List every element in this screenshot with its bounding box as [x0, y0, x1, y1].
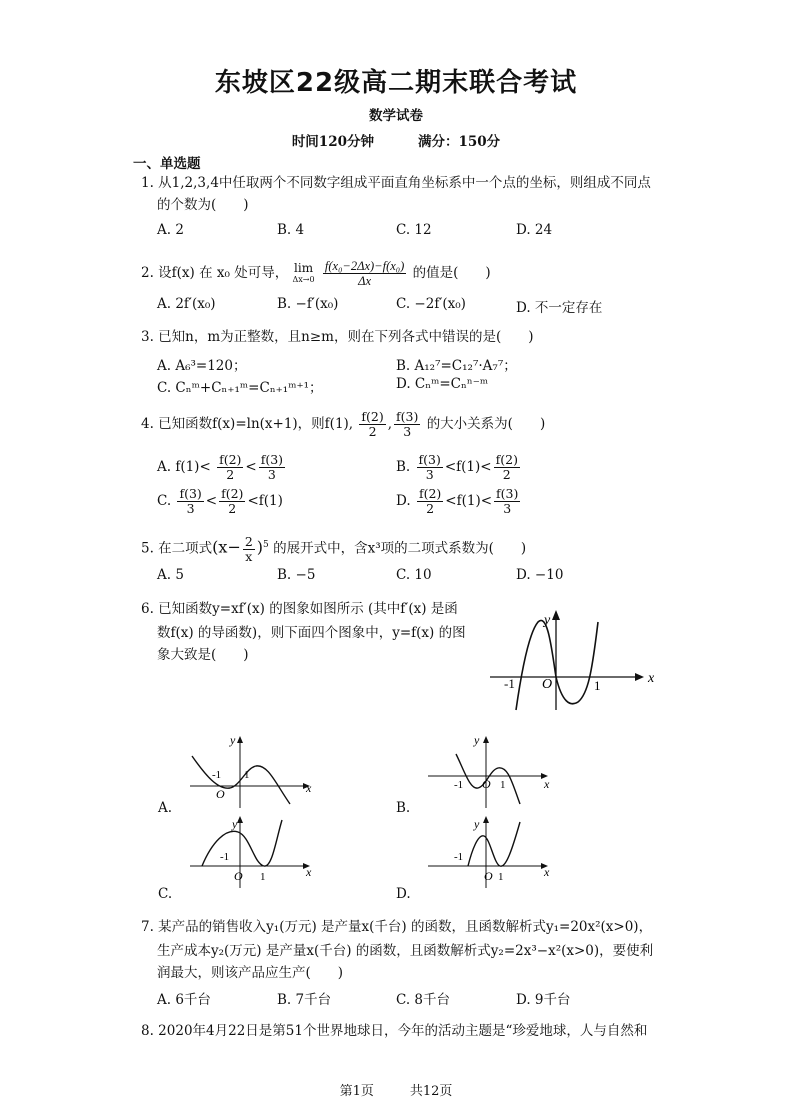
q4-a-frac2 — [259, 453, 285, 482]
q2-option-b: B. −f′(x₀) — [277, 296, 339, 312]
q5-paren-open: (x− — [212, 537, 241, 557]
q3-option-c: C. Cₙᵐ+Cₙ₊₁ᵐ=Cₙ₊₁ᵐ⁺¹； — [157, 380, 323, 396]
exam-score: 满分：150分 — [418, 134, 501, 150]
q4-c-end: <f(1) — [247, 493, 283, 509]
q4-suffix: 的大小关系为( ) — [426, 416, 546, 432]
q4-b-frac2 — [494, 453, 520, 482]
q1-line1: 1. 从1,2,3,4中任取两个不同数字组成平面直角坐标系中一个点的坐标，则组成不同点 — [141, 175, 651, 191]
q6-b-one: 1 — [500, 779, 506, 791]
q5-frac — [243, 535, 255, 564]
q4-d-n1: f(2) — [418, 486, 442, 501]
q6-d-one: 1 — [498, 871, 504, 883]
q1-option-d: D. 24 — [516, 222, 553, 238]
q4-option-a — [157, 452, 287, 482]
q6-c-one: 1 — [260, 871, 266, 883]
q6-a-origin: O — [216, 787, 225, 801]
q6-main-x-arrow — [635, 673, 644, 681]
q7-option-c: C. 8千台 — [396, 992, 451, 1008]
q3-option-b: B. A₁₂⁷=C₁₂⁷·A₇⁷； — [396, 358, 517, 374]
q5-option-c: C. 10 — [396, 567, 432, 583]
q6-b-neg-one: -1 — [454, 779, 464, 791]
q2-option-d: D. 不一定存在 — [516, 300, 603, 316]
q7-line1: 7. 某产品的销售收入y₁(万元) 是产量x(千台) 的函数，且函数解析式y₁=20x²(x>0)， — [141, 919, 653, 935]
q7-option-b: B. 7千台 — [277, 992, 332, 1008]
q4-a-lt: < — [245, 459, 257, 475]
q4-a-d1: 2 — [226, 467, 235, 482]
q4-option-d — [396, 486, 522, 516]
q2-prefix: 2. 设f(x) 在 x₀ 处可导， — [141, 265, 289, 281]
q4-option-b — [396, 452, 522, 482]
q6-graph-d — [424, 810, 558, 892]
q4-f2: f(2) — [361, 409, 384, 424]
q4-b-mid: <f(1)< — [444, 459, 492, 475]
q6-graph-a — [186, 730, 320, 810]
q4-b-d2: 2 — [502, 467, 511, 482]
q6-d-y-label: y — [474, 817, 480, 831]
q1-option-b: B. 4 — [277, 222, 305, 238]
q4-a-label: A. f(1)< — [157, 459, 211, 475]
q4-c-frac2 — [219, 487, 245, 516]
q4-d-d1: 2 — [426, 501, 435, 516]
q4-c-d1: 3 — [186, 501, 195, 516]
q2-lim-text: lim — [294, 260, 314, 275]
q4-c-frac1 — [177, 487, 203, 516]
q3-option-a: A. A₆³=120； — [157, 358, 247, 374]
q4-b-frac1 — [417, 453, 443, 482]
q6-line2: 数f(x) 的导函数)，则下面四个图象中，y=f(x) 的图 — [157, 625, 466, 641]
q6-b-x-label: x — [544, 777, 550, 791]
q4-b-d1: 3 — [425, 467, 434, 482]
q2-lim-sub: Δx→0 — [292, 274, 315, 284]
q6-main-neg-one: -1 — [504, 676, 515, 691]
q6-a-curve — [192, 756, 290, 804]
q4-frac-f2 — [359, 410, 385, 439]
q4-a-frac1 — [217, 453, 243, 482]
q6-main-one: 1 — [594, 678, 601, 693]
q4-stem: 4. 已知函数f(x)=ln(x+1)，则f(1), $\frac{f(2)}{2}$ , $\frac{f(3)}{3}$ 的大小关系为( ) — [141, 409, 546, 439]
q6-main-origin: O — [542, 677, 553, 692]
q5-exponent: 5 — [263, 540, 269, 550]
exam-title: 东坡区22级高二期末联合考试 — [214, 68, 578, 98]
q6-b-origin: O — [482, 777, 491, 791]
q6-c-curve — [202, 820, 282, 866]
q7-line2: 生产成本y₂(万元) 是产量x(千台) 的函数，且函数解析式y₂=2x³−x²(x>0)，要使利 — [157, 943, 654, 959]
q6-main-y-label: y — [544, 613, 551, 628]
page-number: 第1页 — [339, 1084, 374, 1099]
q4-d-label: D. — [396, 493, 411, 509]
q1-option-a: A. 2 — [157, 222, 184, 238]
q6-a-y-label: y — [230, 733, 236, 747]
q6-b-y-arrow — [483, 736, 489, 743]
q6-d-origin: O — [484, 869, 493, 883]
q8-line1: 8. 2020年4月22日是第51个世界地球日，今年的活动主题是“珍爱地球，人与自然和 — [141, 1023, 648, 1039]
q6-main-curve — [516, 620, 598, 710]
q4-three: 3 — [403, 424, 412, 439]
q5-prefix: 5. 在二项式 — [141, 540, 213, 557]
q6-option-c-label: C. — [158, 886, 173, 902]
q4-d-mid: <f(1)< — [445, 493, 493, 509]
q4-c-d2: 2 — [228, 501, 237, 516]
q4-d-d2: 3 — [503, 501, 512, 516]
q4-d-frac2 — [494, 487, 520, 516]
q5-den: x — [245, 548, 253, 564]
q6-d-y-arrow — [483, 816, 489, 823]
q3-option-d: D. Cₙᵐ=Cₙⁿ⁻ᵐ — [396, 376, 489, 392]
q6-line3: 象大致是( ) — [157, 647, 249, 663]
q2-option-a: A. 2f′(x₀) — [157, 296, 216, 312]
q4-f3: f(3) — [396, 409, 419, 424]
q2-suffix: 的值是( ) — [412, 265, 491, 281]
q6-a-neg-one: -1 — [212, 769, 222, 781]
q6-graph-c — [186, 810, 320, 892]
q4-option-c — [157, 486, 283, 516]
q7-option-d: D. 9千台 — [516, 992, 571, 1008]
q6-option-b-label: B. — [396, 800, 411, 816]
q6-c-x-label: x — [306, 865, 312, 879]
q2-option-c: C. −2f′(x₀) — [396, 296, 466, 312]
q5-stem — [141, 530, 526, 564]
q6-a-y-arrow — [237, 736, 243, 743]
q6-c-neg-one: -1 — [220, 851, 230, 863]
q6-d-x-label: x — [544, 865, 550, 879]
page-footer — [0, 1080, 792, 1099]
q2-limit — [293, 262, 315, 286]
q2-stem — [141, 258, 491, 288]
q6-main-x-label: x — [648, 671, 654, 686]
q4-d-n2: f(3) — [496, 486, 519, 501]
q6-main-graph — [484, 602, 654, 714]
q6-d-neg-one: -1 — [454, 851, 464, 863]
q6-line1: 6. 已知函数y=xf′(x) 的图象如图所示 (其中f′(x) 是函 — [141, 601, 458, 617]
q4-two: 2 — [368, 424, 377, 439]
q7-line3: 润最大，则该产品应生产( ) — [157, 965, 344, 981]
q6-c-y-arrow — [237, 816, 243, 823]
q4-b-n2: f(2) — [495, 452, 518, 467]
page-total: 共12页 — [409, 1084, 453, 1099]
exam-subtitle: 数学试卷 — [369, 108, 423, 124]
q4-c-n2: f(2) — [221, 486, 244, 501]
q2-denominator: Δx — [358, 274, 372, 288]
q4-b-label: B. — [396, 459, 411, 475]
q4-prefix: 4. 已知函数f(x)=ln(x+1)，则f(1), — [141, 416, 354, 432]
q4-d-frac1 — [417, 487, 443, 516]
q2-numerator: f(x₀−2Δx)−f(x₀) — [324, 259, 405, 273]
q4-c-n1: f(3) — [179, 486, 202, 501]
q4-b-n1: f(3) — [418, 452, 441, 467]
q5-option-d: D. −10 — [516, 567, 564, 583]
q7-option-a: A. 6千台 — [157, 992, 211, 1008]
q3-stem: 3. 已知n，m为正整数，且n≥m，则在下列各式中错误的是( ) — [141, 329, 534, 345]
q4-a-n2: f(3) — [260, 452, 284, 467]
q4-c-lt: < — [205, 493, 218, 509]
q6-c-origin: O — [234, 869, 243, 883]
q6-a-one: 1 — [244, 769, 250, 781]
q5-option-b: B. −5 — [277, 567, 316, 583]
q6-graph-b — [424, 730, 558, 810]
q6-a-x-label: x — [306, 781, 312, 795]
q4-a-n1: f(2) — [219, 452, 242, 467]
q5-num: 2 — [244, 533, 253, 549]
q6-option-d-label: D. — [396, 886, 411, 902]
q4-c-label: C. — [157, 493, 172, 509]
q2-fraction — [323, 259, 406, 288]
q6-c-y-label: y — [232, 817, 238, 831]
q5-suffix: 的展开式中，含x³项的二项式系数为( ) — [273, 540, 527, 557]
q6-b-y-label: y — [474, 733, 480, 747]
q1-line2: 的个数为( ) — [157, 197, 249, 213]
q6-main-y-arrow — [552, 610, 560, 620]
exam-time: 时间120分钟 — [291, 134, 374, 150]
q6-option-a-label: A. — [158, 800, 173, 816]
q1-option-c: C. 12 — [396, 222, 432, 238]
q4-a-d2: 3 — [267, 467, 276, 482]
q5-option-a: A. 5 — [157, 567, 184, 583]
section-heading: 一、单选题 — [133, 156, 201, 172]
q4-frac-f3 — [394, 410, 420, 439]
exam-info — [0, 130, 792, 150]
q5-paren-close: ) — [256, 537, 264, 557]
